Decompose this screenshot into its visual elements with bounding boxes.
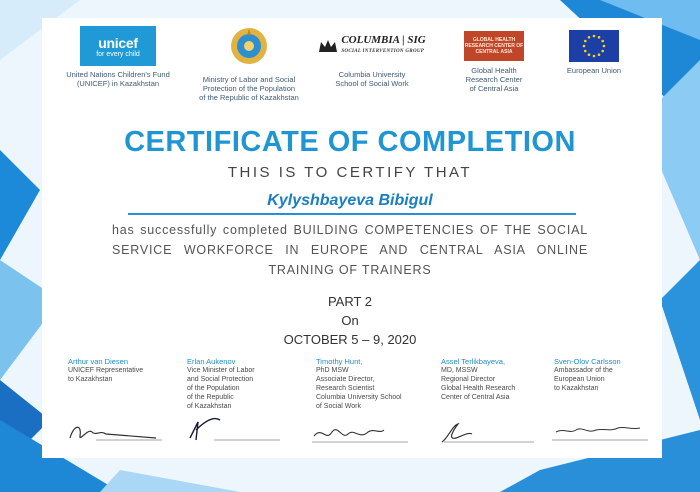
columbia-submark: SOCIAL INTERVENTION GROUP [341, 49, 425, 54]
signatory-role: PhD MSW Associate Director, Research Scientist Columbia University School of Social Work [316, 367, 402, 410]
unicef-caption: United Nations Children's Fund (UNICEF) in Kazakhstan [66, 70, 170, 88]
signatory-name: Erlan Aukenov [187, 357, 236, 366]
signature-3 [312, 420, 412, 448]
certify-line: THIS IS TO CERTIFY THAT [227, 164, 473, 181]
ministry-caption: Ministry of Labor and Social Protection of the Population of the Republic of Kazakhstan [199, 75, 299, 102]
columbia-logo [310, 26, 434, 88]
name-underline [128, 213, 576, 215]
date-label: OCTOBER 5 – 9, 2020 [283, 332, 417, 347]
signatory [554, 357, 666, 393]
on-label: On [341, 313, 359, 328]
kazakhstan-emblem-icon [229, 26, 269, 66]
part-label: PART 2 [327, 294, 373, 309]
signatory-name: Assel Terlikbayeva, [441, 357, 506, 366]
signatory [316, 357, 428, 411]
crown-icon [318, 38, 338, 54]
signatory-role: MD, MSSW Regional Director Global Health Research Center of Central Asia [441, 367, 516, 401]
signatory-name: Sven-Olov Carlsson [554, 357, 621, 366]
unicef-wordmark: unicef [98, 34, 138, 51]
signature-1 [66, 418, 166, 446]
eu-flag-icon [569, 30, 619, 62]
signatory-role: Vice Minister of Labor and Social Protection of the Population of the Republic of Kazakhstan [187, 367, 255, 410]
completion-statement: has successfully completed BUILDING COMPETENCIES OF THE SOCIAL SERVICE WORKFORCE IN EUROPE AND CENTRAL ASIA ONLINE TRAINING OF TRAINERS [112, 223, 588, 277]
unicef-tagline: for every child [96, 50, 140, 58]
eu-logo [552, 26, 636, 75]
recipient-name: Kylyshbayeva Bibigul [267, 192, 433, 209]
ghrc-logo [438, 26, 550, 93]
certificate-title: CERTIFICATE OF COMPLETION [124, 126, 576, 158]
signatory-role: UNICEF Representative to Kazakhstan [68, 367, 144, 383]
columbia-wordmark: COLUMBIA | SIG [341, 34, 426, 46]
ghrc-caption: Global Health Research Center of Central Asia [465, 66, 523, 93]
signatory [441, 357, 553, 402]
ministry-logo [186, 26, 312, 102]
signatory [68, 357, 180, 384]
signature-4 [438, 418, 538, 448]
signature-5 [552, 418, 652, 446]
logos-row [0, 0, 700, 110]
signature-2 [184, 412, 284, 446]
eu-caption: European Union [566, 66, 622, 75]
unicef-logo [56, 26, 180, 88]
columbia-caption: Columbia University School of Social Work [335, 70, 409, 88]
signatory-role: Ambassador of the European Union to Kazakhstan [554, 367, 613, 392]
signatory-name: Arthur van Diesen [68, 357, 129, 366]
signatory-name: Timothy Hunt, [316, 357, 363, 366]
signatory [187, 357, 299, 411]
ghrc-mark: GLOBAL HEALTH RESEARCH CENTER OF CENTRAL ASIA [464, 31, 524, 61]
